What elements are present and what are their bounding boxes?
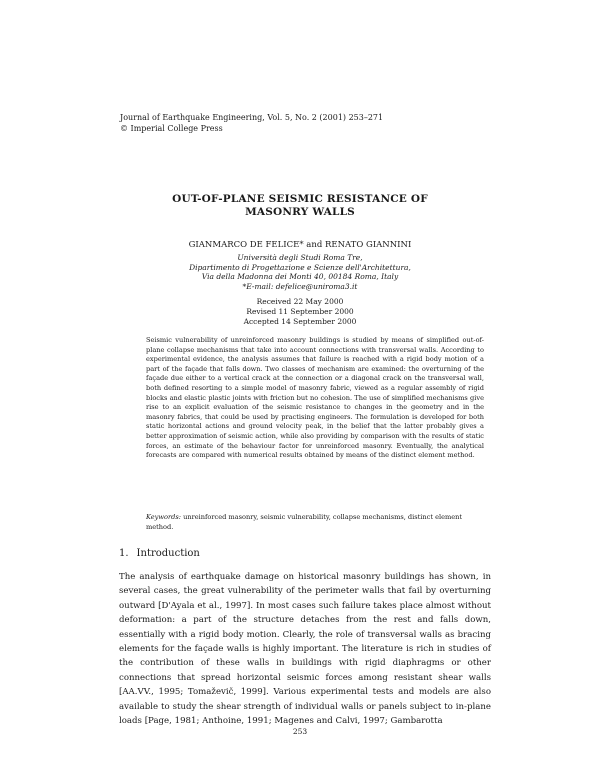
author-1: GIANMARCO DE FELICE*: [188, 240, 304, 250]
author-list: [0, 240, 600, 251]
keywords-text: unreinforced masonry, seismic vulnerability, collapse mechanisms, distinct element method.: [146, 513, 463, 531]
keywords-label: Keywords:: [146, 513, 181, 521]
date-received: Received 22 May 2000: [256, 297, 344, 306]
page-number: 253: [292, 727, 308, 736]
body-paragraph: The analysis of earthquake damage on historical masonry buildings has shown, in several cases, the great vulnerability of the perimeter walls that fail by overturning outward [D'Ayala et al., 1997]. In most cases such failure takes place almost without deformation: a part of the structure detaches from the rest and falls down, essentially with a rigid body motion. Clearly, the role of transversal walls as bracing elements for the façade walls is highly important. The literature is rich in studies of the contribution of these walls in buildings with rigid diaphragms or other connections that spread horizontal seismic forces among resistant shear walls [AA.VV., 1995; Tomaževič, 1999]. Various experimental tests and models are also available to study the shear strength of individual walls or panels subject to in-plane loads [Page, 1981; Anthoine, 1991; Magenes and Calvi, 1997; Gambarotta: [119, 572, 491, 727]
journal-citation: Journal of Earthquake Engineering, Vol. 5, No. 2 (2001) 253–271: [120, 113, 384, 122]
section-title: Introduction: [136, 548, 200, 559]
title-line-1: OUT-OF-PLANE SEISMIC RESISTANCE OF: [172, 193, 428, 205]
journal-publisher: © Imperial College Press: [120, 124, 223, 133]
affiliation-address: Via della Madonna dei Monti 40, 00184 Roma, Italy: [201, 272, 399, 282]
section-number: 1.: [119, 548, 129, 559]
affiliation: [0, 253, 600, 291]
date-accepted: Accepted 14 September 2000: [243, 317, 357, 326]
journal-header: [120, 112, 383, 134]
title-line-2: MASONRY WALLS: [245, 206, 355, 218]
abstract: Seismic vulnerability of unreinforced masonry buildings is studied by means of simplified out-of-plane collapse mechanisms that take into account connections with transversal walls. According to experimental evidence, the analysis assumes that failure is reached with a rigid body motion of a part of the façade that falls down. Two classes of mechanism are examined: the overturning of the façade due either to a vertical crack at the connection or a diagonal crack on the transversal wall, both defined resorting to a simple model of masonry fabric, viewed as a regular assembly of rigid blocks and elastic plastic joints with friction but no cohesion. The use of simplified mechanisms give rise to an explicit evaluation of the seismic resistance to changes in the geometry and in the masonry fabrics, that could be used by practising engineers. The formulation is developed for both static horizontal actions and ground velocity peak, in the belief that the latter probably gives a better approximation of seismic action, while also providing by comparison with the results of static forces, an estimate of the behaviour factor for unreinforced masonry. Eventually, the analytical forecasts are compared with numerical results obtained by means of the distinct element method.: [146, 336, 484, 460]
keywords: [146, 513, 484, 532]
section-heading: [119, 548, 200, 560]
affiliation-university: Università degli Studi Roma Tre,: [237, 253, 363, 262]
affiliation-department: Dipartimento di Progettazione e Scienze dell'Architettura,: [189, 262, 411, 272]
affiliation-email: *E-mail: defelice@uniroma3.it: [242, 281, 358, 291]
paper-title: [0, 193, 600, 219]
author-conjunction: and: [306, 240, 323, 250]
author-2: RENATO GIANNINI: [324, 240, 412, 250]
date-revised: Revised 11 September 2000: [246, 307, 354, 316]
submission-dates: [0, 297, 600, 327]
